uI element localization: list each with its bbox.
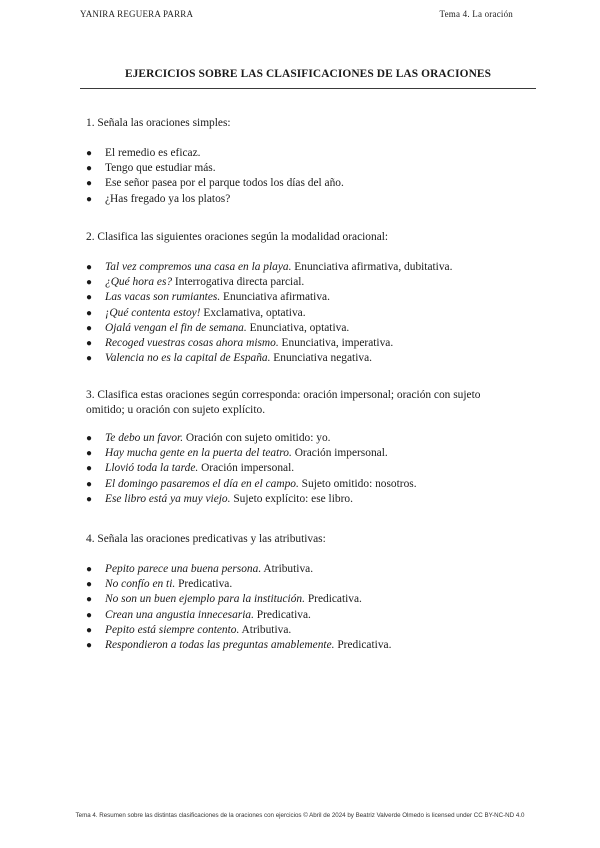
list-item [86,446,506,461]
answer-text: Atributiva. [239,623,292,636]
answer-text: Atributiva. [261,563,314,575]
list-item [86,623,506,638]
answer-text: Sujeto omitido: nosotros. [298,477,417,490]
bullet-icon: ● [86,353,93,365]
example-sentence: Pepito parece una buena persona. [105,563,262,575]
bullet-icon: ● [86,322,93,334]
example-sentence: Te debo un favor. [105,432,184,444]
answer-text: Interrogativa directa parcial. [172,276,305,289]
bullet-icon: ● [86,624,93,636]
list-item [86,477,506,492]
example-sentence: ¡Qué contenta estoy! [105,306,201,319]
license-footer: Tema 4. Resumen sobre las distintas clasificaciones de la oraciones con ejercicios © Abril de 2024 by Beatriz Valverde Olmedo is licensed under CC BY-NC-ND 4.0 [75,812,525,819]
list-item [86,492,506,507]
answer-text: Enunciativa, imperativa. [278,337,394,350]
list-item [86,306,506,321]
title-divider [80,88,536,89]
answer-text: Oración impersonal. [198,462,295,475]
exercise-question: 1. Señala las oraciones simples: [86,117,231,129]
bullet-icon: ● [86,493,93,505]
list-item [86,592,506,607]
example-sentence: Las vacas son rumiantes. [105,291,221,304]
exercise-3 [86,388,506,507]
bullet-icon: ● [86,338,93,350]
list-item [86,321,506,336]
exercise-list [86,562,506,653]
list-item [86,260,506,275]
list-item [86,275,506,290]
exercise-question: 2. Clasifica las siguientes oraciones según la modalidad oracional: [86,231,389,243]
answer-text: Enunciativa negativa. [270,352,372,365]
example-sentence: Hay mucha gente en la puerta del teatro. [105,447,292,460]
bullet-icon: ● [86,262,93,273]
exercise-list [86,146,506,207]
bullet-icon: ● [86,433,93,444]
header-topic: Tema 4. La oración [439,9,513,19]
answer-text: Predicativa. [253,608,311,621]
answer-text: Enunciativa afirmativa. [220,291,330,304]
answer-text: Predicativa. [175,578,233,591]
list-item [86,608,506,623]
bullet-icon: ● [86,564,93,575]
exercise-4 [86,532,506,653]
header-author: YANIRA REGUERA PARRA [80,9,194,19]
example-sentence: Recoged vuestras cosas ahora mismo. [105,337,279,350]
bullet-icon: ● [86,640,93,652]
answer-text: Enunciativa afirmativa, dubitativa. [291,261,453,273]
answer-text: Exclamativa, optativa. [200,306,306,319]
list-item [86,290,506,305]
bullet-icon: ● [86,594,93,606]
example-sentence: Pepito está siempre contento. [105,623,240,636]
list-item [86,192,506,207]
example-sentence: Valencia no es la capital de España. [105,352,271,365]
list-item [86,638,506,653]
answer-text: Sujeto explícito: ese libro. [230,492,353,505]
list-item [86,336,506,351]
exercise-1 [86,116,506,207]
list-item [86,176,506,191]
example-sentence: ¿Qué hora es? [105,276,173,289]
bullet-icon: ● [86,463,93,475]
item-text: ¿Has fregado ya los platos? [105,192,231,205]
answer-text: Oración con sujeto omitido: yo. [183,432,331,444]
list-item [86,562,506,577]
example-sentence: Llovió toda la tarde. [105,462,199,475]
bullet-icon: ● [86,307,93,319]
bullet-icon: ● [86,277,93,289]
item-text: Tengo que estudiar más. [105,162,216,175]
example-sentence: Respondieron a todas las preguntas amablemente. [105,639,335,652]
exercise-list [86,260,506,366]
bullet-icon: ● [86,148,93,159]
list-item [86,146,506,161]
bullet-icon: ● [86,448,93,460]
example-sentence: Ese libro está ya muy viejo. [105,492,231,505]
exercise-question: 4. Señala las oraciones predicativas y las atributivas: [86,533,326,545]
answer-text: Predicativa. [334,639,392,652]
example-sentence: Tal vez compremos una casa en la playa. [105,261,292,273]
item-text: El remedio es eficaz. [105,147,201,159]
bullet-icon: ● [86,193,93,205]
page-title: EJERCICIOS SOBRE LAS CLASIFICACIONES DE LAS ORACIONES [124,68,492,80]
exercise-2 [86,230,506,366]
bullet-icon: ● [86,178,93,190]
answer-text: Predicativa. [304,593,362,606]
example-sentence: Ojalá vengan el fin de semana. [105,321,247,334]
list-item [86,577,506,592]
bullet-icon: ● [86,579,93,591]
example-sentence: No confío en ti. [105,578,176,591]
answer-text: Enunciativa, optativa. [246,321,350,334]
list-item [86,461,506,476]
list-item [86,431,506,446]
item-text: Ese señor pasea por el parque todos los días del año. [105,177,344,190]
bullet-icon: ● [86,609,93,621]
example-sentence: No son un buen ejemplo para la institución. [105,593,305,606]
bullet-icon: ● [86,292,93,304]
example-sentence: Crean una angustia innecesaria. [105,608,254,621]
bullet-icon: ● [86,163,93,175]
bullet-icon: ● [86,478,93,490]
list-item [86,351,506,366]
example-sentence: El domingo pasaremos el día en el campo. [105,477,299,490]
list-item [86,161,506,176]
answer-text: Oración impersonal. [291,447,388,460]
exercise-list [86,431,506,507]
exercise-question: 3. Clasifica estas oraciones según corresponda: oración impersonal; oración con sujeto omitido; u oración con sujeto explícito. [86,389,481,416]
